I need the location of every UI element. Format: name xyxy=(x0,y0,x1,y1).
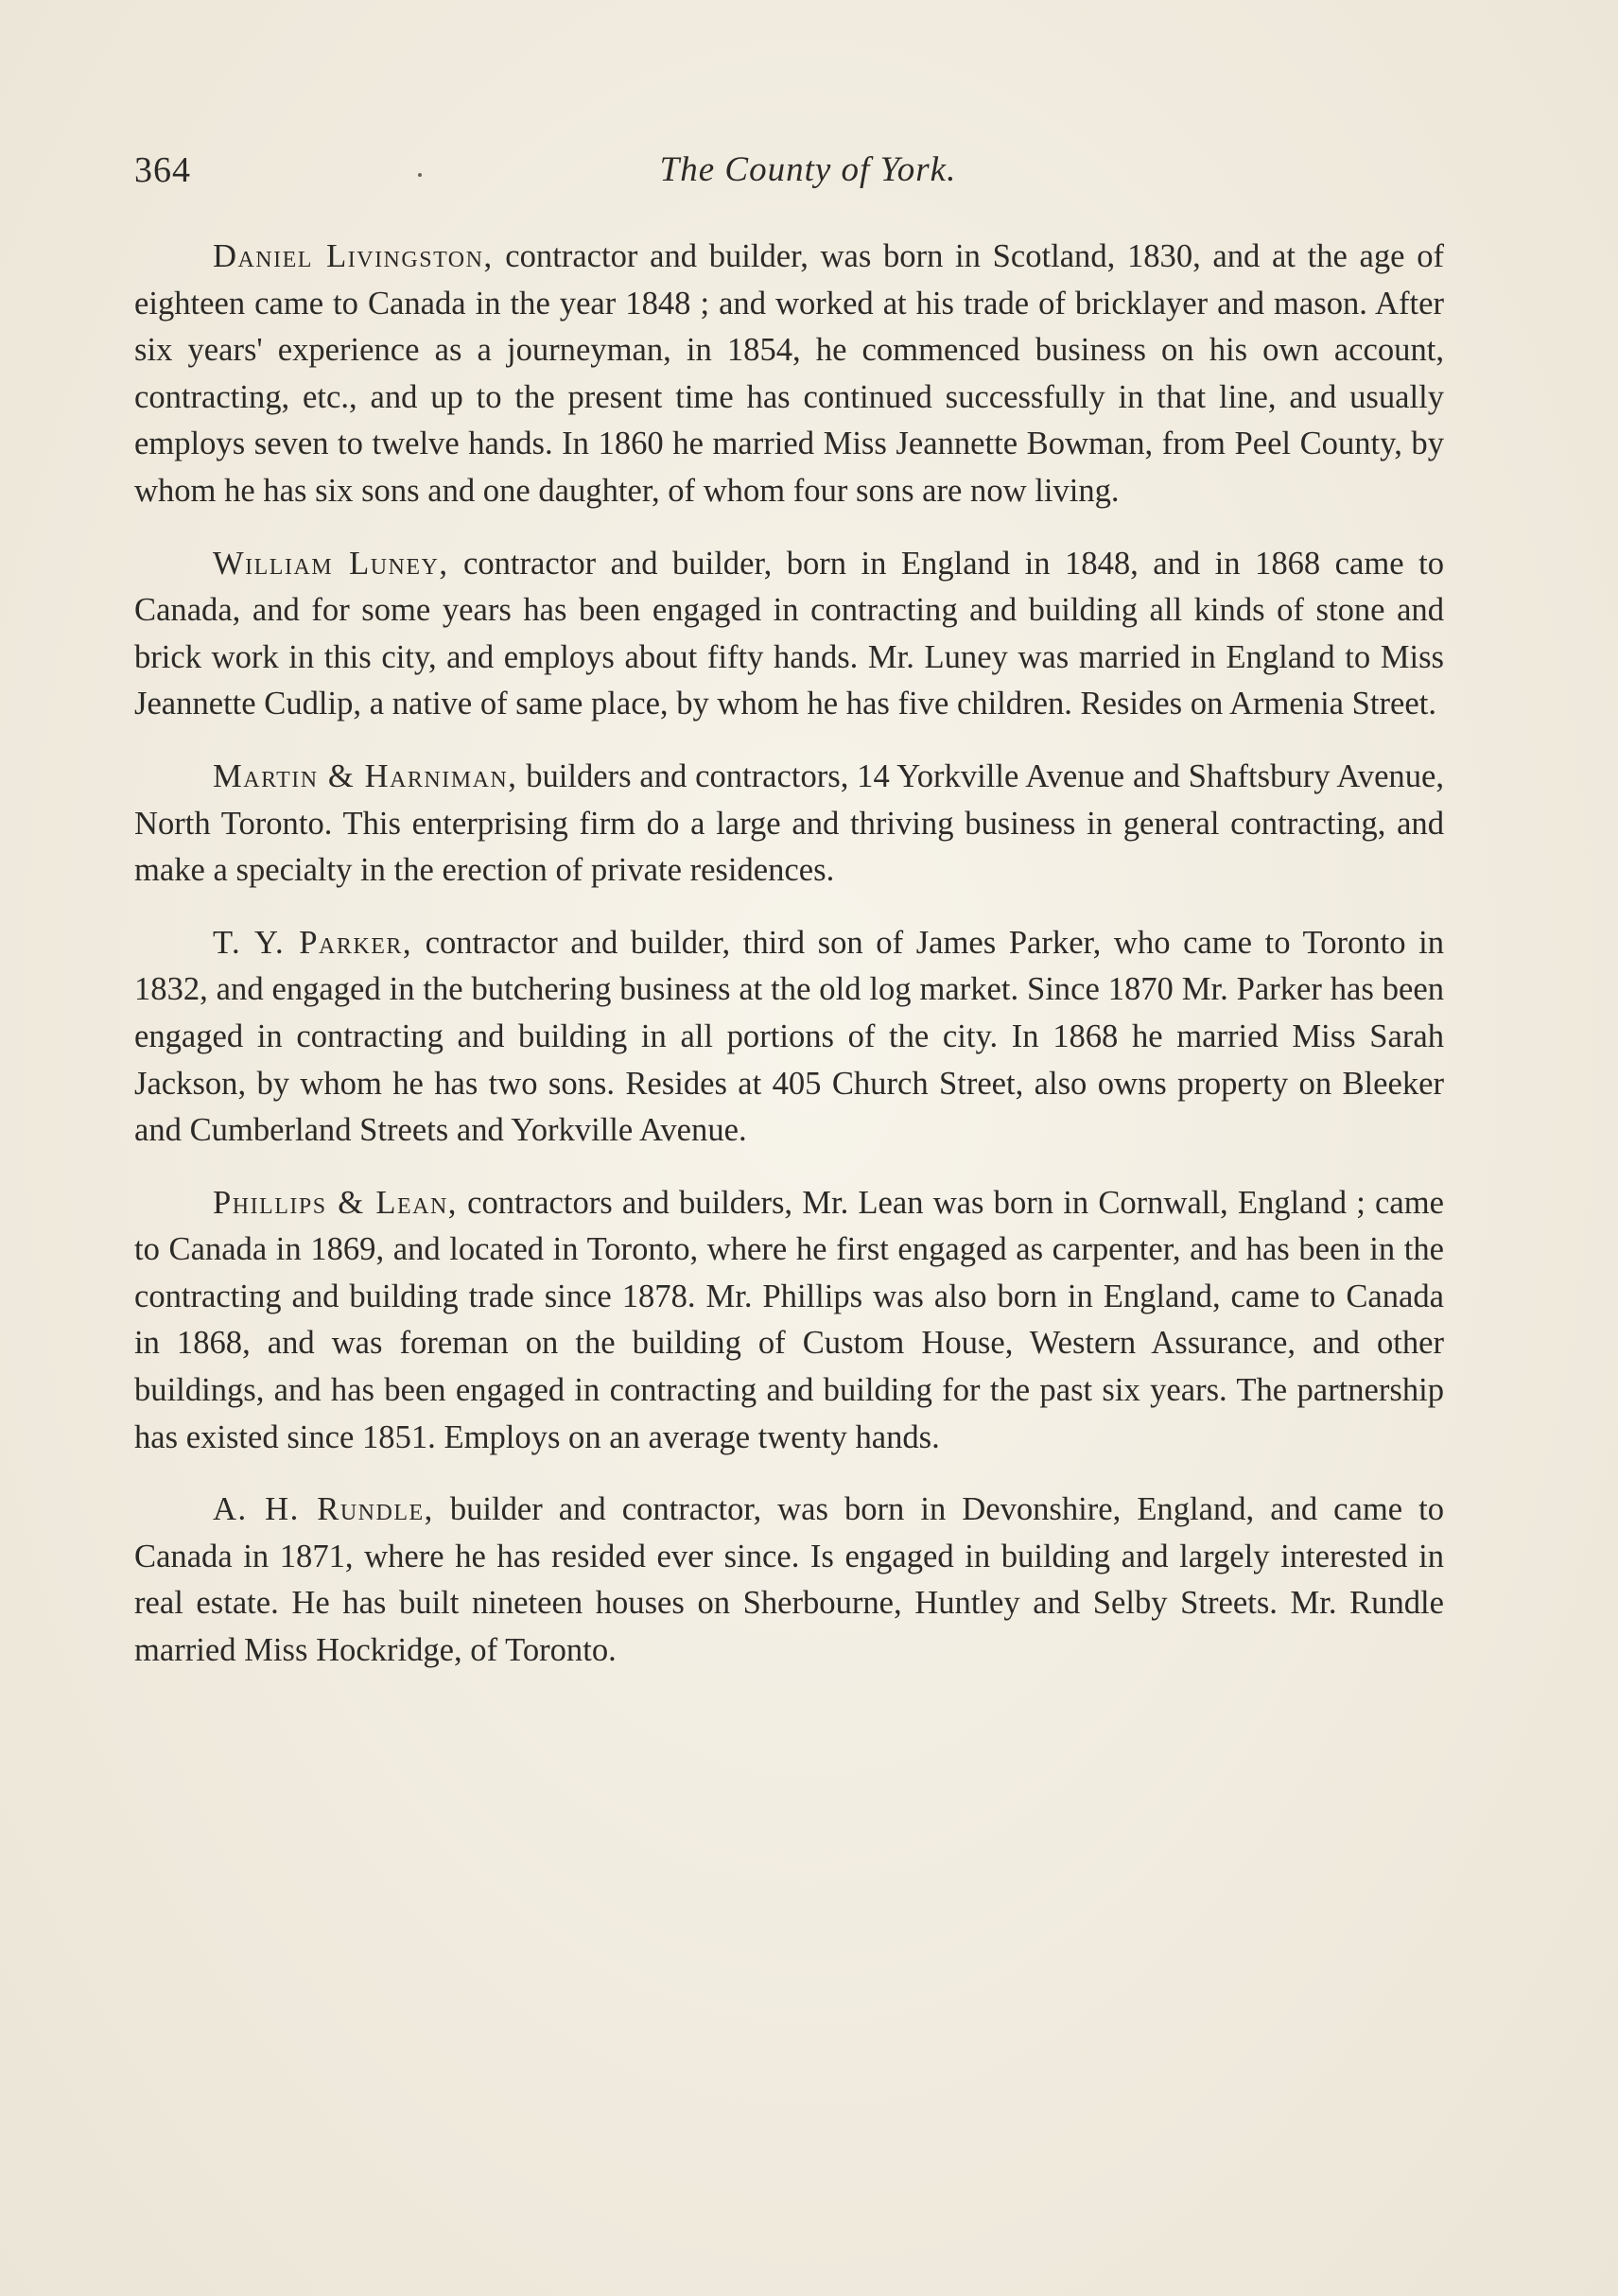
page-number: 364 xyxy=(134,150,191,190)
entry-daniel-livingston xyxy=(134,234,1444,515)
entry-name: T. Y. Parker, xyxy=(213,924,413,961)
entry-ty-parker xyxy=(134,920,1444,1155)
entry-text: contractor and builder, third son of James Parker, who came to Toronto in 1832, and engaged in the butchering business at the old log market. Since 1870 Mr. Parker has been engaged in contracting and building in all portions of the city. In 1868 he married Miss Sarah Jackson, by whom he has two sons. Resides at 405 Church Street, also owns property on Bleeker and Cumberland Streets and Yorkville Avenue. xyxy=(134,924,1445,1149)
entry-william-luney xyxy=(134,541,1444,728)
entry-martin-harniman xyxy=(134,754,1444,895)
entry-name: A. H. Rundle, xyxy=(213,1491,434,1528)
entry-name: William Luney, xyxy=(213,545,449,582)
body-text xyxy=(134,234,1444,1700)
entry-name: Daniel Livingston, xyxy=(213,238,494,274)
entry-name: Martin & Harniman, xyxy=(213,757,518,794)
entry-phillips-lean xyxy=(134,1180,1444,1462)
entry-text: builders and contractors, 14 Yorkville Avenue and Shaftsbury Avenue, North Toronto. This enterprising firm do a large and thriving business in general contracting, and make a specialty in the erection of private residences. xyxy=(134,757,1444,889)
entry-name: Phillips & Lean, xyxy=(213,1184,458,1221)
page-header xyxy=(134,149,1444,206)
entry-text: contractor and builder, was born in Scotland, 1830, and at the age of eighteen came to Canada in the year 1848 ; and worked at his trade of bricklayer and mason. After six years' experience as a journeyman, in 1854, he commenced business on his own account, contracting, etc., and up to the present time has continued successfully in that line, and usually employs seven to twelve hands. In 1860 he married Miss Jeannette Bowman, from Peel County, by whom he has six sons and one daughter, of whom four sons are now living. xyxy=(134,238,1445,509)
entry-text: contractors and builders, Mr. Lean was born in Cornwall, England ; came to Canada in 1869, and located in Toronto, where he first engaged as carpenter, and has been in the contracting and building trade since 1878. Mr. Phillips was also born in England, came to Canada in 1868, and was foreman on the building of Custom House, Western Assurance, and other buildings, and has been engaged in contracting and building for the past six years. The partnership has existed since 1851. Employs on an average twenty hands. xyxy=(134,1184,1444,1455)
running-head: The County of York. xyxy=(659,150,957,189)
entry-text: builder and contractor, was born in Devonshire, England, and came to Canada in 1871, where he has resided ever since. Is engaged in building and largely interested in real estate. He has built nineteen houses on Sherbourne, Huntley and Selby Streets. Mr. Rundle married Miss Hockridge, of Toronto. xyxy=(134,1491,1445,1669)
entry-text: contractor and builder, born in England in 1848, and in 1868 came to Canada, and for some years has been engaged in contracting and building all kinds of stone and brick work in this city, and employs about fifty hands. Mr. Luney was married in England to Miss Jeannette Cudlip, a native of same place, by whom he has five children. Resides on Armenia Street. xyxy=(134,545,1444,722)
entry-ah-rundle xyxy=(134,1487,1444,1674)
